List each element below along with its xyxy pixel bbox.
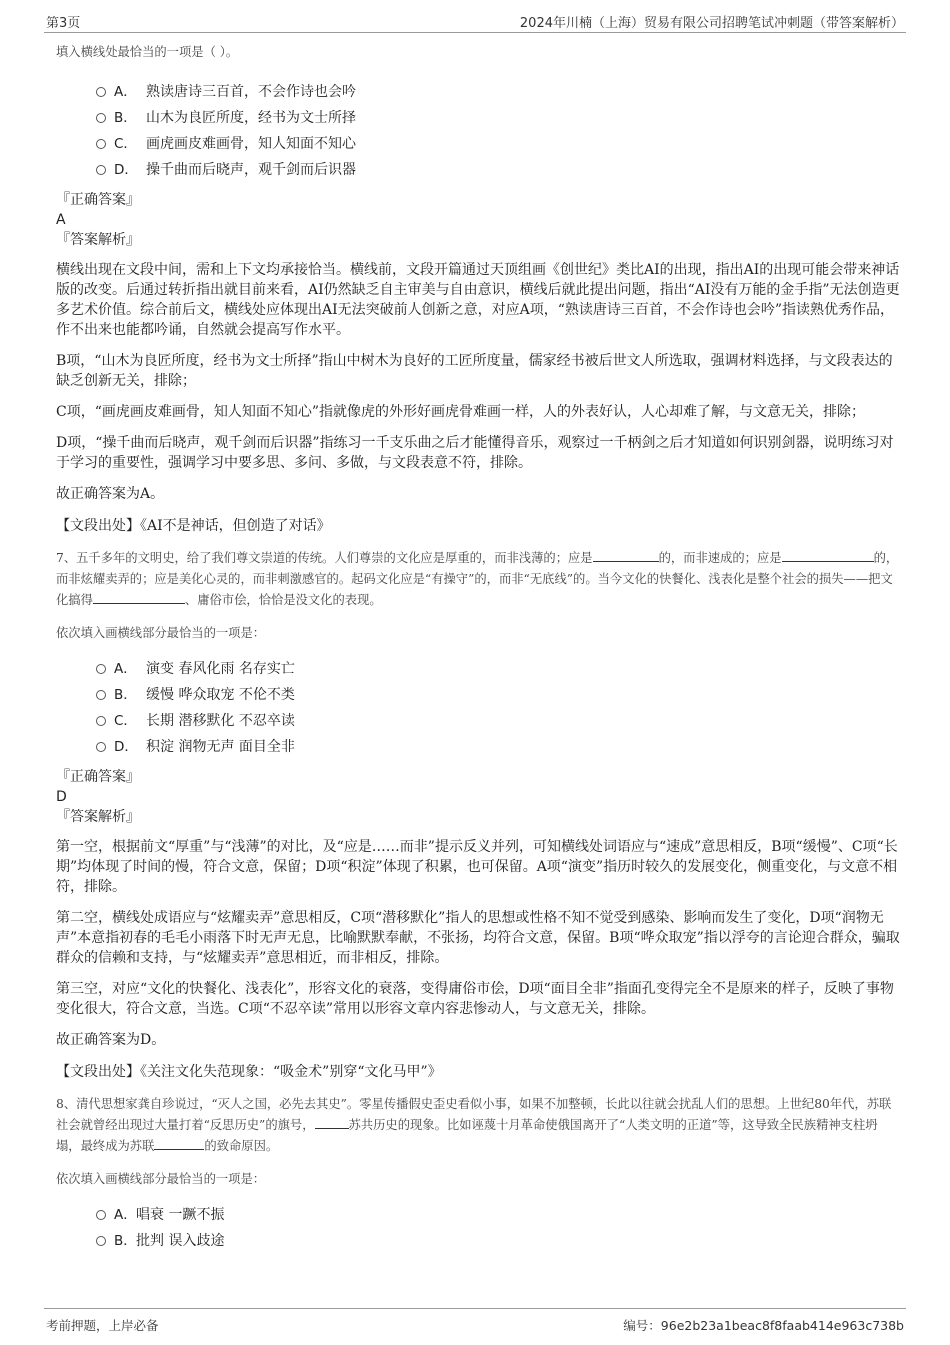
q6-options <box>96 79 902 183</box>
radio-icon[interactable] <box>96 690 106 700</box>
document-title: 2024年川楠（上海）贸易有限公司招聘笔试冲刺题（带答案解析） <box>519 16 904 31</box>
page-header <box>44 8 906 33</box>
q7-blank-3[interactable] <box>93 591 185 604</box>
q7-analysis-conclusion: 故正确答案为D。 <box>56 1032 166 1048</box>
q7-correct-answer: D <box>56 789 67 805</box>
q7-option-d[interactable]: D． 积淀 润物无声 面目全非 <box>96 734 902 760</box>
q6-source: 【文段出处】《AI不是神话，但创造了对话》 <box>56 518 331 534</box>
q7-option-c[interactable]: C． 长期 潜移默化 不忍卒读 <box>96 708 902 734</box>
radio-icon[interactable] <box>96 742 106 752</box>
q7-option-b[interactable]: B． 缓慢 哗众取宠 不伦不类 <box>96 682 902 708</box>
document-code: 编号：96e2b23a1beac8f8faab414e963c738b <box>623 1318 904 1333</box>
q7-analysis-p1: 第一空，根据前文“厚重”与“浅薄”的对比，及“应是……而非”提示反义并列，可知横线处词语应与“速成”意思相反，B项“缓慢”、C项“长期”均体现了时间的慢，符合文意，保留；D项“积淀”体现了积累，也可保留。A项“演变”指历时较久的发展变化，侧重变化，与文意不相符，排除。 <box>56 839 898 895</box>
q7-analysis-p3: 第三空，对应“文化的快餐化、浅表化”，形容文化的衰落，变得庸俗市侩，D项“面目全非”指面孔变得完全不是原来的样子，反映了事物变化很大，符合文意，当选。C项“不忍卒读”常用以形容文章内容悲惨动人，与文意无关，排除。 <box>56 981 894 1017</box>
q6-prompt: 填入横线处最恰当的一项是（ ）。 <box>56 45 239 59</box>
radio-icon[interactable] <box>96 139 106 149</box>
q8-option-b[interactable]: B．批判 误入歧途 <box>96 1228 902 1254</box>
q8-blank-2[interactable] <box>154 1137 204 1150</box>
page-number: 第3页 <box>46 16 81 31</box>
q8-stem: 8、清代思想家龚自珍说过，“灭人之国，必先去其史”。零星传播假史歪史看似小事，如果不加整顿，长此以往就会扰乱人们的思想。上世纪80年代，苏联社会就曾经出现过大量打着“反思历史”的旗号， 苏共历史的现象。比如诬蔑十月革命使俄国离开了“人类文明的正道”等，这导致全民族精神支柱坍塌，最终成为苏联 的致命原因。 <box>56 1097 892 1153</box>
radio-icon[interactable] <box>96 1210 106 1220</box>
q6-correct-label: 『正确答案』 <box>56 192 140 208</box>
q6-analysis-p2: B项，“山木为良匠所度，经书为文士所择”指山中树木为良好的工匠所度量，儒家经书被后世文人所选取，强调材料选择，与文段表达的缺乏创新无关，排除； <box>56 353 893 389</box>
q7-correct-label: 『正确答案』 <box>56 769 140 785</box>
q6-analysis-p1: 横线出现在文段中间，需和上下文均承接恰当。横线前，文段开篇通过天顶组画《创世纪》类比AI的出现，指出AI的出现可能会带来神话版的改变。后通过转折指出就目前来看，AI仍然缺乏自主审美与自由意识，横线后就此提出问题，指出“AI没有万能的金手指”无法创造更多艺术价值。综合前后文，横线处应体现出AI无法突破前人创新之意，对应A项，“熟读唐诗三百首，不会作诗也会吟”指读熟优秀作品，作不出来也能都吟诵，自然就会提高写作水平。 <box>56 262 900 338</box>
q8-options <box>96 1202 902 1254</box>
q7-analysis-p2: 第二空，横线处成语应与“炫耀卖弄”意思相反，C项“潜移默化”指人的思想或性格不知不觉受到感染、影响而发生了变化，D项“润物无声”本意指初春的毛毛小雨落下时无声无息，比喻默默奉献，不张扬，均符合文意，保留。B项“哗众取宠”指以浮夸的言论迎合群众，骗取群众的信赖和支持，与“炫耀卖弄”意思相近，而非相反，排除。 <box>56 910 900 966</box>
q6-analysis-conclusion: 故正确答案为A。 <box>56 486 165 502</box>
radio-icon[interactable] <box>96 165 106 175</box>
q7-blank-1[interactable] <box>593 549 659 562</box>
radio-icon[interactable] <box>96 716 106 726</box>
q6-analysis-p4: D项，“操千曲而后晓声，观千剑而后识器”指练习一千支乐曲之后才能懂得音乐，观察过一千柄剑之后才知道如何识别剑器，说明练习对于学习的重要性，强调学习中要多思、多问、多做，与文段表意不符，排除。 <box>56 435 894 471</box>
q6-option-a[interactable]: A． 熟读唐诗三百首，不会作诗也会吟 <box>96 79 902 105</box>
q8-blank-1[interactable] <box>315 1116 349 1129</box>
q7-blank-2[interactable] <box>782 549 874 562</box>
q6-analysis-label: 『答案解析』 <box>56 232 140 248</box>
radio-icon[interactable] <box>96 1236 106 1246</box>
q6-option-d[interactable]: D． 操千曲而后晓声，观千剑而后识器 <box>96 157 902 183</box>
q7-prompt: 依次填入画横线部分最恰当的一项是： <box>56 626 266 640</box>
q7-stem: 7、五千多年的文明史，给了我们尊文崇道的传统。人们尊崇的文化应是厚重的，而非浅薄的；应是 的，而非速成的；应是 的，而非炫耀卖弄的；应是美化心灵的，而非刺激感官的。起码文化应是“有操守”的，而非“无底线”的。当今文化的快餐化、浅表化是整个社会的损失——把文化搞得 、庸俗市侩，恰恰是没文化的表现。 <box>56 551 899 607</box>
q6-correct-answer: A <box>56 212 66 228</box>
page-content <box>56 42 902 1254</box>
q7-options <box>96 656 902 760</box>
radio-icon[interactable] <box>96 664 106 674</box>
radio-icon[interactable] <box>96 87 106 97</box>
radio-icon[interactable] <box>96 113 106 123</box>
q7-option-a[interactable]: A． 演变 春风化雨 名存实亡 <box>96 656 902 682</box>
q6-option-c[interactable]: C． 画虎画皮难画骨，知人知面不知心 <box>96 131 902 157</box>
q7-analysis-label: 『答案解析』 <box>56 809 140 825</box>
q7-source: 【文段出处】《关注文化失范现象：“吸金术”别穿“文化马甲”》 <box>56 1064 442 1080</box>
q6-analysis-p3: C项，“画虎画皮难画骨，知人知面不知心”指就像虎的外形好画虎骨难画一样，人的外表好认，人心却难了解，与文意无关，排除； <box>56 404 866 420</box>
page-footer <box>44 1308 906 1339</box>
q8-prompt: 依次填入画横线部分最恰当的一项是： <box>56 1172 266 1186</box>
footer-slogan: 考前押题，上岸必备 <box>46 1318 159 1333</box>
q8-option-a[interactable]: A．唱衰 一蹶不振 <box>96 1202 902 1228</box>
q6-option-b[interactable]: B． 山木为良匠所度，经书为文士所择 <box>96 105 902 131</box>
